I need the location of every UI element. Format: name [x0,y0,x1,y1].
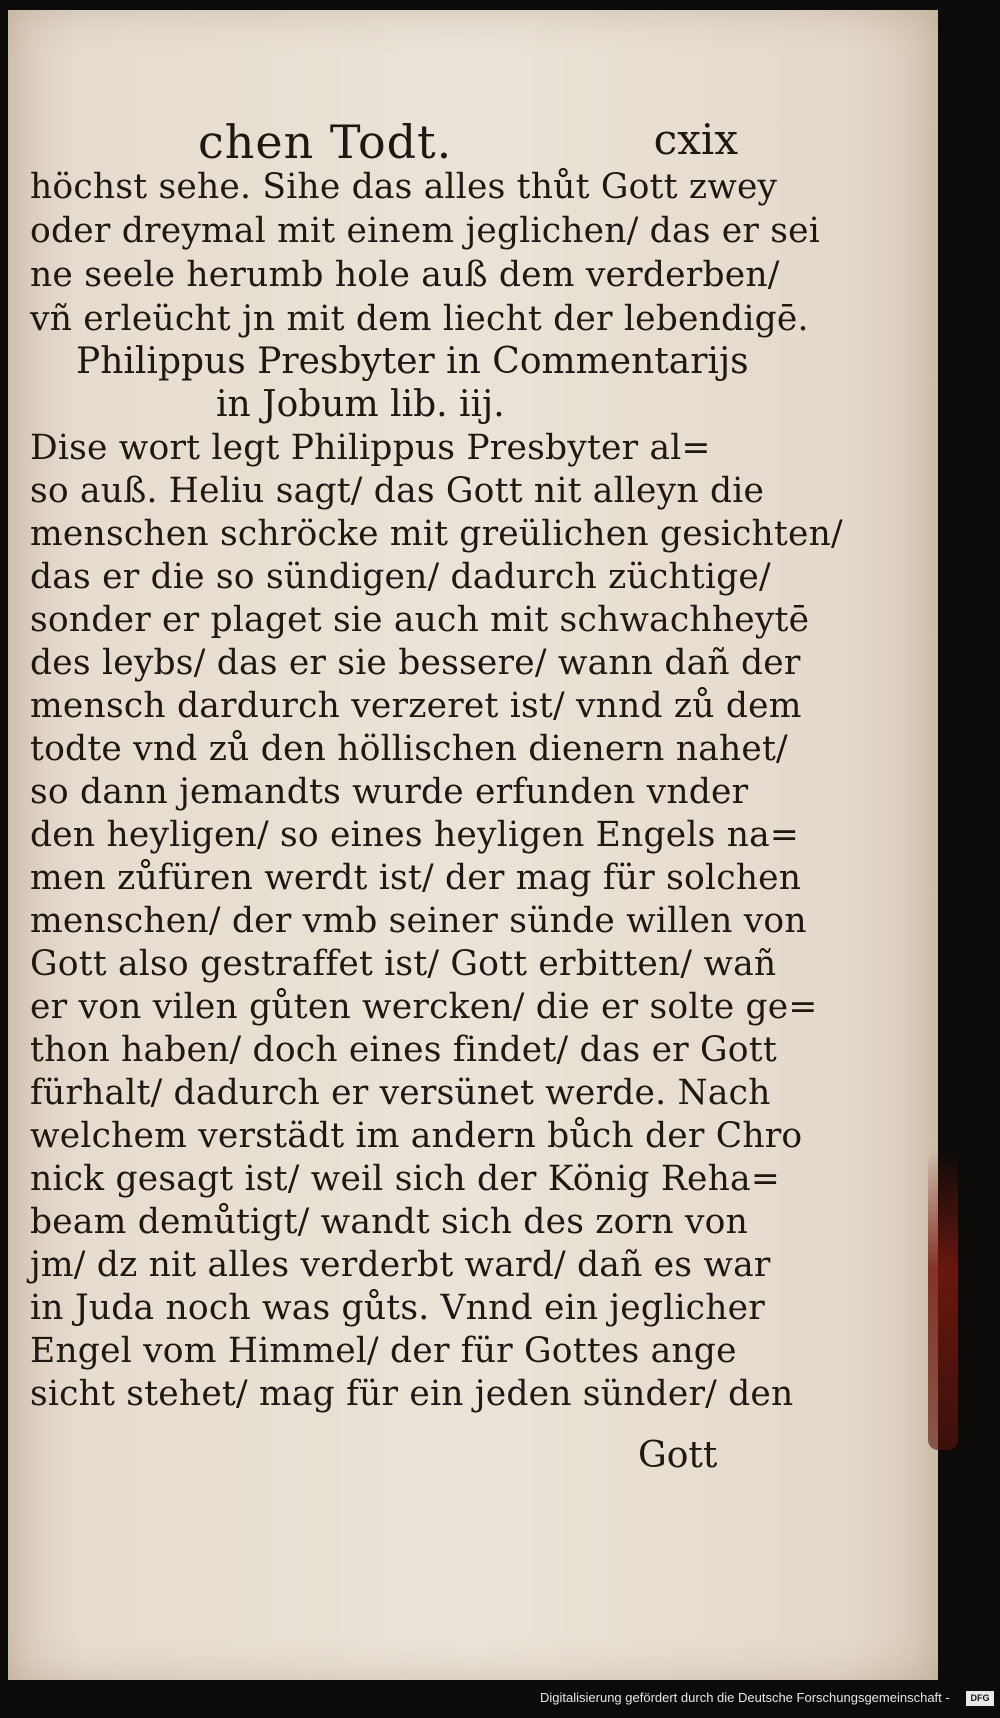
folio-number: cxix [653,115,738,164]
text-line: todte vnd zů den höllischen dienern nahet/ [30,729,788,769]
section-heading: Philippus Presbyter in Commentarijs [76,341,749,382]
text-line: Gott also gestraffet ist/ Gott erbitten/ wañ [30,944,777,984]
text-line: Engel vom Himmel/ der für Gottes ange [30,1331,737,1371]
text-line: welchem verstädt im andern bůch der Chro [30,1116,803,1156]
text-line: in Juda noch was gůts. Vnnd ein jeglicher [30,1288,765,1328]
text-line: mensch dardurch verzeret ist/ vnnd zů dem [30,686,802,726]
text-block [8,10,938,1680]
text-line: sonder er plaget sie auch mit schwachheytē [30,600,810,640]
catchword: Gott [638,1435,718,1476]
text-line: das er die so sündigen/ dadurch züchtige/ [30,557,771,597]
text-line: menschen/ der vmb seiner sünde willen von [30,901,807,941]
running-title: chen Todt. [198,115,453,169]
text-line: so auß. Heliu sagt/ das Gott nit alleyn die [30,471,765,511]
text-line: jm/ dz nit alles verderbt ward/ dañ es war [30,1245,771,1285]
text-line: höchst sehe. Sihe das alles thůt Gott zwey [30,167,778,207]
digitization-credit: Digitalisierung gefördert durch die Deutsche Forschungsgemeinschaft - [540,1690,950,1705]
text-line: vñ erleücht jn mit dem liecht der lebendigē. [30,299,809,339]
text-line: ne seele herumb hole auß dem verderben/ [30,255,780,295]
text-line: er von vilen gůten wercken/ die er solte ge= [30,987,818,1027]
text-line: sicht stehet/ mag für ein jeden sünder/ den [30,1374,794,1414]
text-line: des leybs/ das er sie bessere/ wann dañ der [30,643,801,683]
text-line: Dise wort legt Philippus Presbyter al= [30,428,711,468]
text-line: fürhalt/ dadurch er versünet werde. Nach [30,1073,771,1113]
text-line: beam demůtigt/ wandt sich des zorn von [30,1202,748,1242]
text-line: men zůfüren werdt ist/ der mag für solchen [30,858,802,898]
book-page [8,10,938,1680]
text-line: thon haben/ doch eines findet/ das er Gott [30,1030,777,1070]
text-line: menschen schröcke mit greülichen gesichten/ [30,514,843,554]
section-heading: in Jobum lib. iij. [216,384,505,425]
text-line: so dann jemandts wurde erfunden vnder [30,772,749,812]
text-line: nick gesagt ist/ weil sich der König Reha= [30,1159,780,1199]
dfg-logo: DFG [966,1691,994,1706]
text-line: den heyligen/ so eines heyligen Engels na= [30,815,799,855]
text-line: oder dreymal mit einem jeglichen/ das er sei [30,211,821,251]
